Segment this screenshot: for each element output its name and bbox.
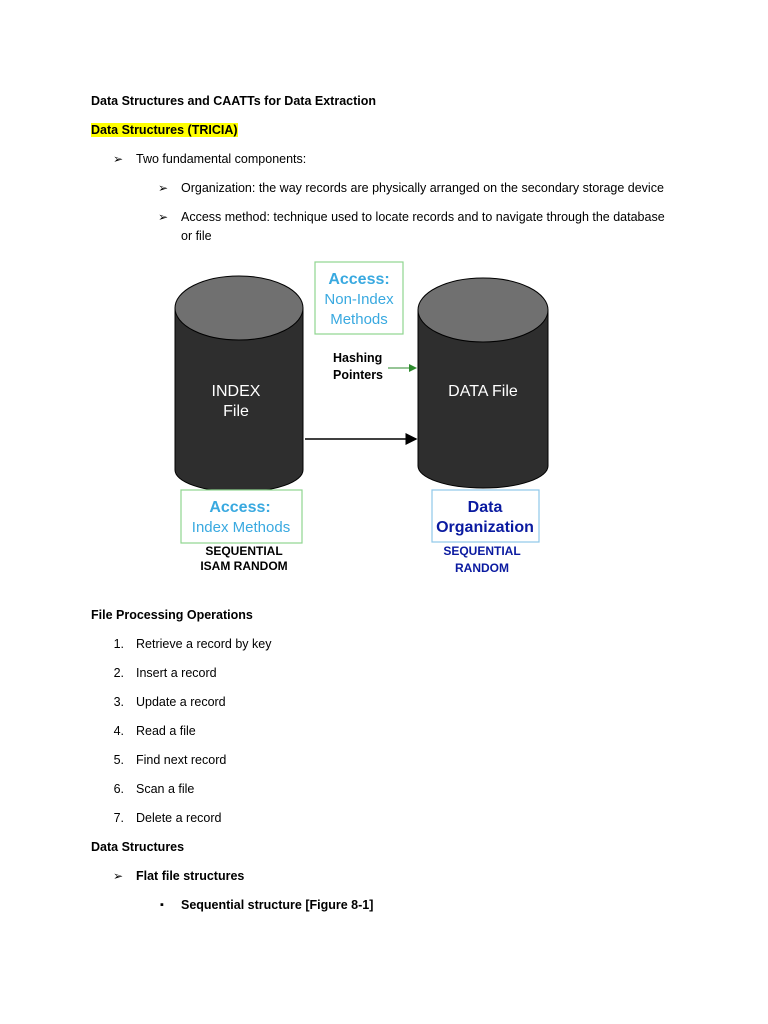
page-title: Data Structures and CAATTs for Data Extraction bbox=[91, 94, 377, 108]
list-item: Read a file bbox=[136, 724, 196, 738]
non-index-access-box bbox=[315, 262, 403, 334]
list-number: 7. bbox=[113, 811, 124, 825]
file-ops-heading: File Processing Operations bbox=[91, 608, 253, 622]
list-item: Scan a file bbox=[136, 782, 195, 796]
data-label: Data bbox=[467, 499, 503, 516]
data-structures-heading: Data Structures bbox=[91, 840, 185, 854]
list-number: 3. bbox=[113, 695, 124, 709]
sub-bullet-text: Access method: technique used to locate records and to navigate through the database bbox=[181, 210, 665, 224]
hashing-label: Hashing bbox=[333, 351, 383, 365]
data-file-label: DATA File bbox=[448, 383, 518, 400]
data-organization-box bbox=[432, 490, 539, 542]
data-file-cylinder bbox=[418, 278, 548, 488]
list-item: Find next record bbox=[136, 753, 227, 767]
index-label-2: File bbox=[223, 403, 249, 420]
sequential-structure-text: Sequential structure [Figure 8-1] bbox=[181, 898, 374, 912]
flat-file-text: Flat file structures bbox=[136, 869, 245, 883]
list-item: Delete a record bbox=[136, 811, 222, 825]
methods-label: Methods bbox=[330, 311, 388, 328]
list-item: Retrieve a record by key bbox=[136, 637, 272, 651]
right-caption-1: SEQUENTIAL bbox=[443, 544, 521, 558]
non-index-label: Non-Index bbox=[324, 291, 394, 308]
sub-bullet-text: Organization: the way records are physically arranged on the secondary storage device bbox=[181, 181, 664, 195]
index-label-1: INDEX bbox=[211, 383, 261, 400]
index-methods-label: Index Methods bbox=[191, 519, 291, 536]
left-caption-1: SEQUENTIAL bbox=[205, 544, 283, 558]
arrow-bullet-icon: ➢ bbox=[113, 152, 124, 166]
sub-bullet-text-cont: or file bbox=[181, 229, 212, 243]
arrow-bullet-icon: ➢ bbox=[158, 181, 169, 195]
arrow-bullet-icon: ➢ bbox=[158, 210, 169, 224]
left-caption-2: ISAM RANDOM bbox=[200, 559, 288, 573]
access-label: Access: bbox=[209, 499, 271, 516]
access-label: Access: bbox=[328, 271, 390, 288]
list-number: 2. bbox=[113, 666, 124, 680]
index-access-box bbox=[181, 490, 302, 543]
bullet-text: Two fundamental components: bbox=[136, 152, 307, 166]
list-number: 4. bbox=[113, 724, 124, 738]
list-number: 5. bbox=[113, 753, 124, 767]
arrow-bullet-icon: ➢ bbox=[113, 869, 124, 883]
list-item: Insert a record bbox=[136, 666, 217, 680]
square-bullet-icon: ▪ bbox=[160, 899, 164, 911]
list-number: 1. bbox=[113, 637, 124, 651]
list-item: Update a record bbox=[136, 695, 226, 709]
pointers-label: Pointers bbox=[333, 368, 384, 382]
organization-label: Organization bbox=[436, 519, 534, 536]
right-caption-2: RANDOM bbox=[455, 561, 509, 575]
index-file-cylinder bbox=[175, 276, 303, 492]
highlighted-text: Data Structures (TRICIA) bbox=[91, 123, 238, 137]
list-number: 6. bbox=[113, 782, 124, 796]
